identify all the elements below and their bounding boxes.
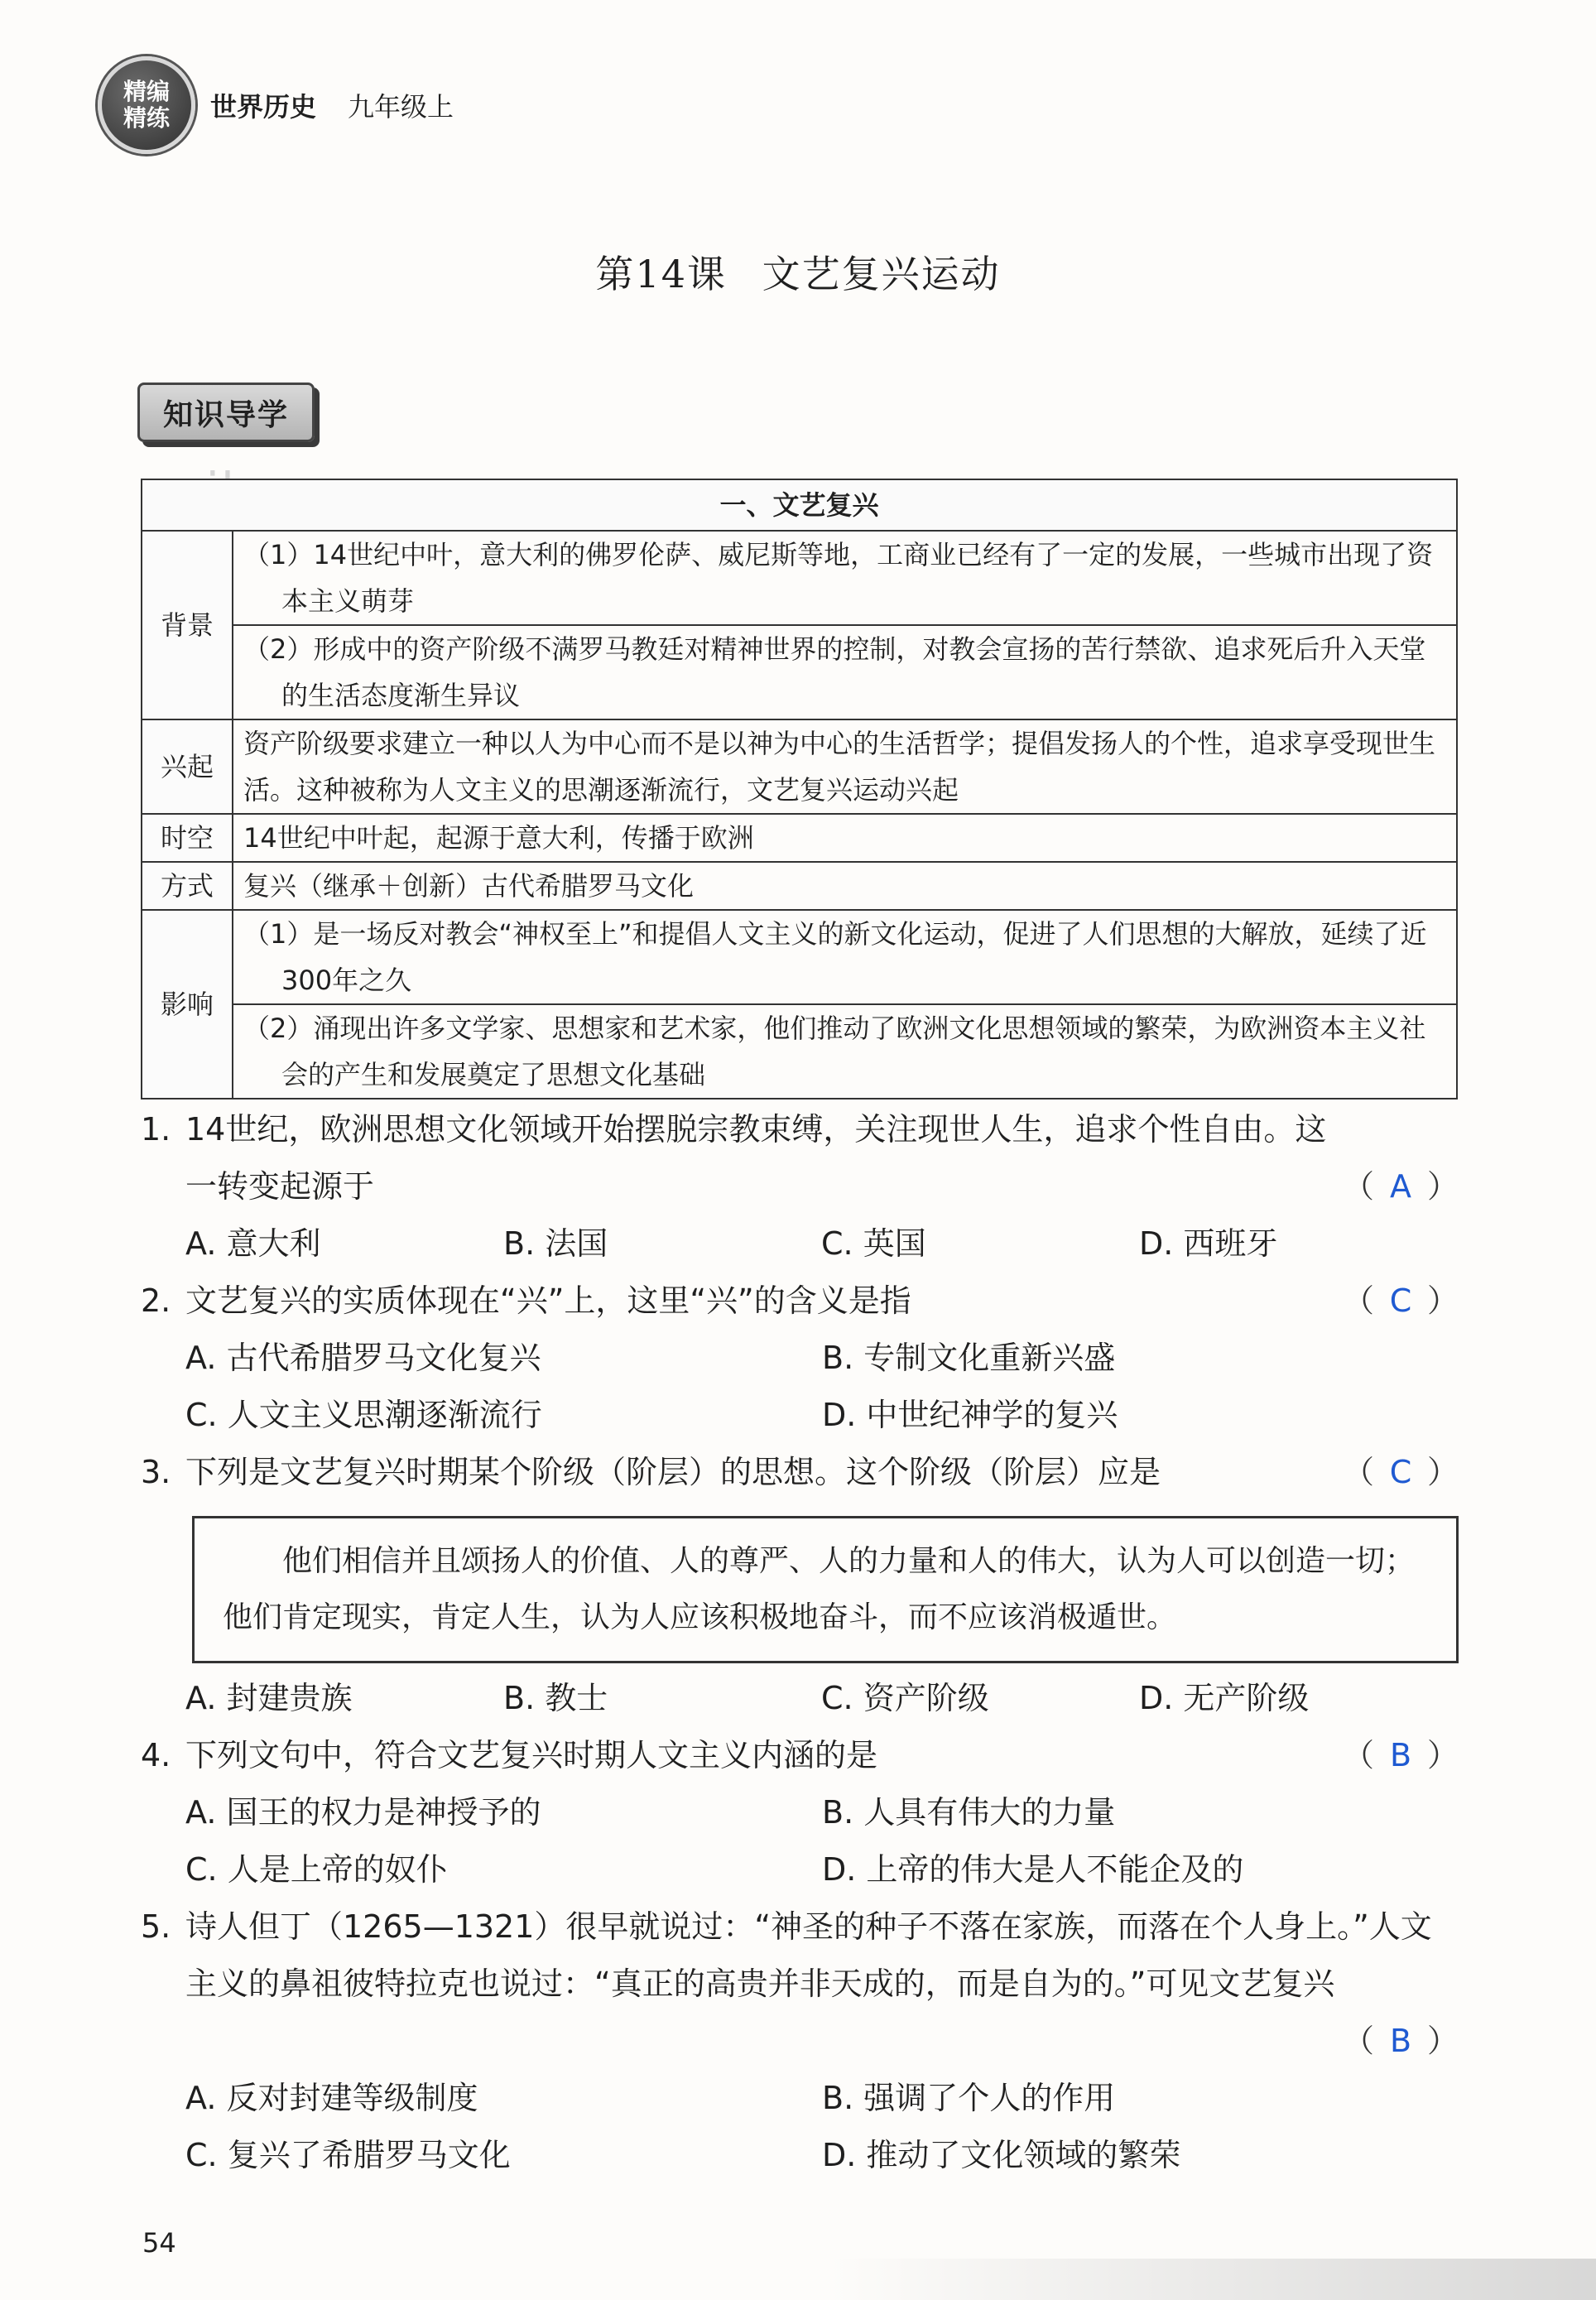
table-cell: （1）是一场反对教会“神权至上”和提倡人文主义的新文化运动，促进了人们思想的大解放，延续了近300年之久 — [233, 910, 1457, 1004]
option: A. 反对封建等级制度 — [185, 2080, 478, 2116]
option: D. 中世纪神学的复兴 — [822, 1397, 1118, 1433]
option: A. 封建贵族 — [185, 1680, 353, 1716]
book-title: 世界历史 — [210, 91, 317, 123]
answer-bracket — [1343, 1727, 1459, 1784]
question-stem — [141, 1101, 1459, 1215]
option: C. 英国 — [821, 1225, 926, 1262]
option-list — [141, 1784, 1459, 1898]
option-list — [141, 1330, 1459, 1444]
option-list — [141, 2070, 1459, 2184]
option: D. 西班牙 — [1139, 1225, 1278, 1262]
series-logo — [98, 56, 195, 154]
option: B. 人具有伟大的力量 — [822, 1794, 1116, 1831]
row-label-background: 背景 — [142, 531, 233, 719]
question-text: 文艺复兴的实质体现在“兴”上，这里“兴”的含义是指 — [185, 1282, 911, 1319]
option: A. 古代希腊罗马文化复兴 — [185, 1340, 541, 1376]
answer-bracket — [1343, 1158, 1459, 1215]
answer-bracket — [1343, 1444, 1459, 1501]
bracket-open: （ — [1342, 1454, 1374, 1490]
option: C. 人是上帝的奴仆 — [185, 1851, 448, 1888]
table-cell: （2）形成中的资产阶级不满罗马教廷对精神世界的控制，对教会宣扬的苦行禁欲、追求死后升入天堂的生活态度渐生异议 — [233, 625, 1457, 719]
bracket-close: ） — [1426, 1282, 1459, 1319]
page-header — [98, 56, 454, 154]
option: A. 国王的权力是神授予的 — [185, 1794, 541, 1831]
answer-bracket — [1343, 2013, 1459, 2070]
answer-value: B — [1389, 2023, 1412, 2059]
question-3 — [141, 1444, 1459, 1727]
series-logo-line1: 精编 — [123, 78, 170, 105]
option: D. 推动了文化领域的繁荣 — [822, 2137, 1181, 2173]
bracket-open: （ — [1342, 1737, 1374, 1773]
question-stem — [141, 1898, 1459, 2013]
answer-value: B — [1389, 1737, 1412, 1773]
option: D. 上帝的伟大是人不能企及的 — [822, 1851, 1244, 1888]
question-stem — [141, 1273, 1459, 1330]
answer-value: C — [1389, 1454, 1412, 1490]
question-text: 诗人但丁（1265—1321）很早就说过：“神圣的种子不落在家族，而落在个人身上。”人文主义的鼻祖彼特拉克也说过：“真正的高贵并非天成的，而是自为的。”可见文艺复兴 — [185, 1908, 1432, 2002]
question-5 — [141, 1898, 1459, 2184]
table-cell: 14世纪中叶起，起源于意大利，传播于欧洲 — [233, 814, 1457, 862]
bracket-close: ） — [1426, 1454, 1459, 1490]
page-edge-shadow — [828, 2259, 1596, 2300]
row-label-time-place: 时空 — [142, 814, 233, 862]
answer-value: A — [1389, 1168, 1411, 1205]
question-text: 下列文句中，符合文艺复兴时期人文主义内涵的是 — [185, 1737, 878, 1773]
grade-label: 九年级上 — [348, 91, 454, 123]
bracket-open: （ — [1342, 1282, 1374, 1319]
option: B. 法国 — [503, 1225, 608, 1262]
question-number: 2. — [141, 1282, 171, 1319]
question-2 — [141, 1273, 1459, 1444]
option: B. 强调了个人的作用 — [822, 2080, 1116, 2116]
option: B. 专制文化重新兴盛 — [822, 1340, 1116, 1376]
option: B. 教士 — [503, 1680, 608, 1716]
knowledge-table — [141, 479, 1458, 1099]
option: C. 资产阶级 — [821, 1680, 989, 1716]
table-cell: 资产阶级要求建立一种以人为中心而不是以神为中心的生活哲学；提倡发扬人的个性，追求享受现世生活。这种被称为人文主义的思潮逐渐流行，文艺复兴运动兴起 — [233, 719, 1457, 814]
series-logo-line2: 精练 — [123, 104, 170, 132]
question-text: 下列是文艺复兴时期某个阶级（阶层）的思想。这个阶级（阶层）应是 — [185, 1454, 1161, 1490]
page-number: 54 — [142, 2227, 176, 2259]
question-number: 3. — [141, 1454, 171, 1490]
bracket-close: ） — [1426, 1737, 1459, 1773]
bracket-open: （ — [1342, 1168, 1374, 1205]
question-number: 1. — [141, 1111, 171, 1148]
question-stem — [141, 1444, 1459, 1501]
option: C. 复兴了希腊罗马文化 — [185, 2137, 511, 2173]
table-cell: （2）涌现出许多文学家、思想家和艺术家，他们推动了欧洲文化思想领域的繁荣，为欧洲资本主义社会的产生和发展奠定了思想文化基础 — [233, 1004, 1457, 1099]
question-stem — [141, 1727, 1459, 1784]
table-cell: 复兴（继承＋创新）古代希腊罗马文化 — [233, 862, 1457, 910]
lesson-title: 第14课 文艺复兴运动 — [595, 252, 1001, 296]
option-list — [141, 1215, 1459, 1273]
table-heading: 一、文艺复兴 — [142, 479, 1457, 531]
option: C. 人文主义思潮逐渐流行 — [185, 1397, 542, 1433]
option-list — [141, 1670, 1459, 1727]
bracket-close: ） — [1426, 1168, 1459, 1205]
quote-box: 他们相信并且颂扬人的价值、人的尊严、人的力量和人的伟大，认为人可以创造一切；他们肯定现实，肯定人生，认为人应该积极地奋斗，而不应该消极遁世。 — [192, 1516, 1459, 1663]
row-label-rise: 兴起 — [142, 719, 233, 814]
answer-line — [141, 2013, 1459, 2070]
row-label-impact: 影响 — [142, 910, 233, 1099]
answer-value: C — [1389, 1282, 1412, 1319]
bracket-close: ） — [1426, 2023, 1459, 2059]
question-4 — [141, 1727, 1459, 1898]
section-label: 知识导学 — [137, 383, 315, 442]
bracket-open: （ — [1342, 2023, 1374, 2059]
option: D. 无产阶级 — [1139, 1680, 1310, 1716]
question-number: 4. — [141, 1737, 171, 1773]
question-number: 5. — [141, 1908, 171, 1945]
question-list — [141, 1101, 1459, 2184]
option: A. 意大利 — [185, 1225, 321, 1262]
question-1 — [141, 1101, 1459, 1273]
row-label-method: 方式 — [142, 862, 233, 910]
question-text: 14世纪，欧洲思想文化领域开始摆脱宗教束缚，关注现世人生，追求个性自由。这一转变起源于 — [185, 1111, 1327, 1205]
table-cell: （1）14世纪中叶，意大利的佛罗伦萨、威尼斯等地，工商业已经有了一定的发展，一些城市出现了资本主义萌芽 — [233, 531, 1457, 625]
answer-bracket — [1343, 1273, 1459, 1330]
